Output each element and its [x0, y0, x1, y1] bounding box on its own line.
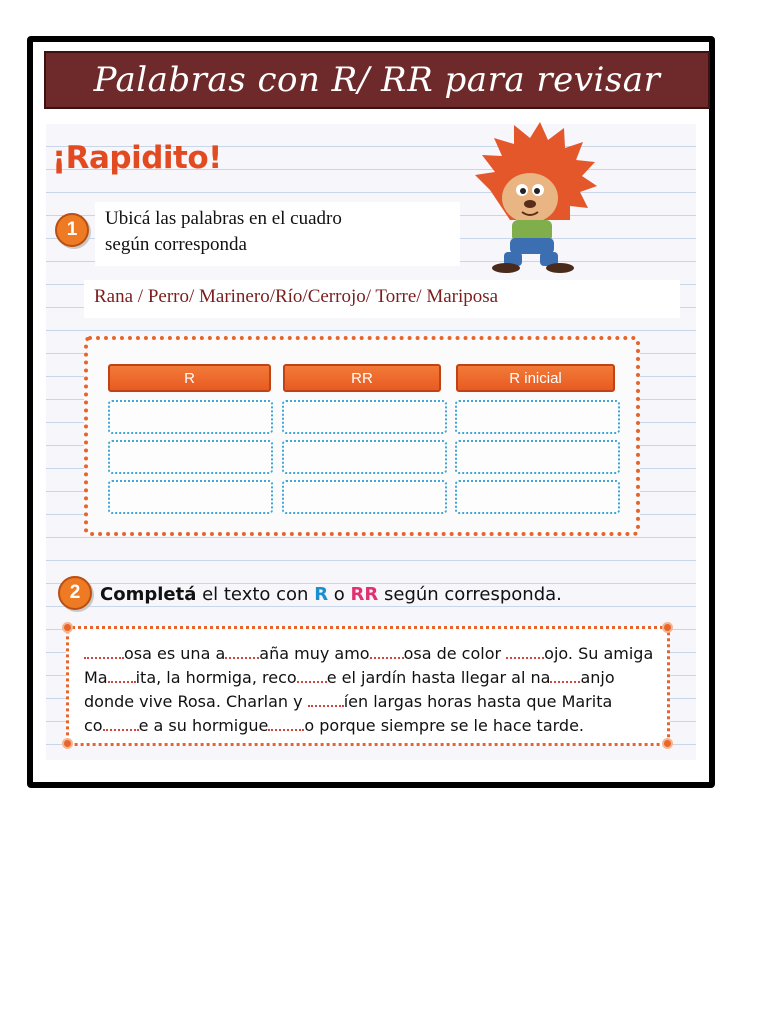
corner-dot [62, 622, 73, 633]
step-2-instruction [100, 584, 562, 605]
blank-4[interactable] [506, 657, 544, 659]
blank-3[interactable] [370, 657, 404, 659]
instruction-end: según corresponda. [378, 584, 562, 605]
letter-rr: RR [350, 584, 379, 605]
text-segment: co [84, 716, 103, 735]
corner-dot [62, 738, 73, 749]
table-cell-rr-2[interactable] [282, 440, 447, 474]
blank-10[interactable] [268, 729, 304, 731]
text-segment: íen largas horas hasta que Marita [343, 692, 613, 711]
table-cell-rr-1[interactable] [282, 400, 447, 434]
letter-r: R [314, 584, 329, 605]
table-cell-rr-3[interactable] [282, 480, 447, 514]
step-1-number-badge: 1 [55, 213, 89, 247]
step-1-instruction [95, 202, 460, 266]
text-segment: osa es una a [124, 644, 226, 663]
table-cell-r-3[interactable] [108, 480, 273, 514]
blank-1[interactable] [84, 657, 124, 659]
text-segment: o porque siempre se le hace tarde. [304, 716, 585, 735]
text-segment: aña muy amo [259, 644, 370, 663]
exercise-line-1 [84, 644, 653, 663]
instruction-or: o [328, 584, 351, 605]
table-cell-r-inicial-1[interactable] [455, 400, 620, 434]
word-list: Rana / Perro/ Marinero/Río/Cerrojo/ Torre/ Mariposa [94, 286, 499, 307]
exercise-line-4 [84, 716, 584, 735]
text-segment: Ma [84, 668, 108, 687]
text-segment: e el jardín hasta llegar al na [326, 668, 551, 687]
blank-8[interactable] [308, 705, 344, 707]
step-1-instruction-line-2: según corresponda [105, 234, 247, 255]
table-cell-r-inicial-3[interactable] [455, 480, 620, 514]
step-1-instruction-line-1: Ubicá las palabras en el cuadro [105, 208, 342, 229]
blank-5[interactable] [108, 681, 136, 683]
title-banner [44, 51, 710, 109]
text-segment: osa de color [403, 644, 507, 663]
blank-6[interactable] [297, 681, 327, 683]
instruction-verb: Completá [100, 584, 197, 605]
blank-7[interactable] [550, 681, 580, 683]
word-list-box [84, 280, 680, 318]
section-heading: ¡Rapidito! [52, 140, 222, 176]
text-segment: e a su hormigue [138, 716, 269, 735]
table-header-r-inicial: R inicial [456, 364, 615, 392]
blank-9[interactable] [103, 729, 139, 731]
table-cell-r-inicial-2[interactable] [455, 440, 620, 474]
blank-2[interactable] [225, 657, 259, 659]
exercise-line-3 [84, 692, 612, 711]
text-segment: ojo. Su amiga [544, 644, 654, 663]
hedgehog-mascot-image [470, 120, 600, 275]
instruction-text: el texto con [196, 584, 315, 605]
table-cell-r-2[interactable] [108, 440, 273, 474]
table-header-rr: RR [283, 364, 441, 392]
table-cell-r-1[interactable] [108, 400, 273, 434]
page-title: Palabras con R/ RR para revisar [93, 60, 661, 100]
step-2-number-badge: 2 [58, 576, 92, 610]
table-header-r: R [108, 364, 271, 392]
corner-dot [662, 738, 673, 749]
text-segment: anjo [580, 668, 615, 687]
exercise-line-2 [84, 668, 615, 687]
corner-dot [662, 622, 673, 633]
text-segment: ita, la hormiga, reco [135, 668, 297, 687]
text-segment: donde vive Rosa. Charlan y [84, 692, 308, 711]
